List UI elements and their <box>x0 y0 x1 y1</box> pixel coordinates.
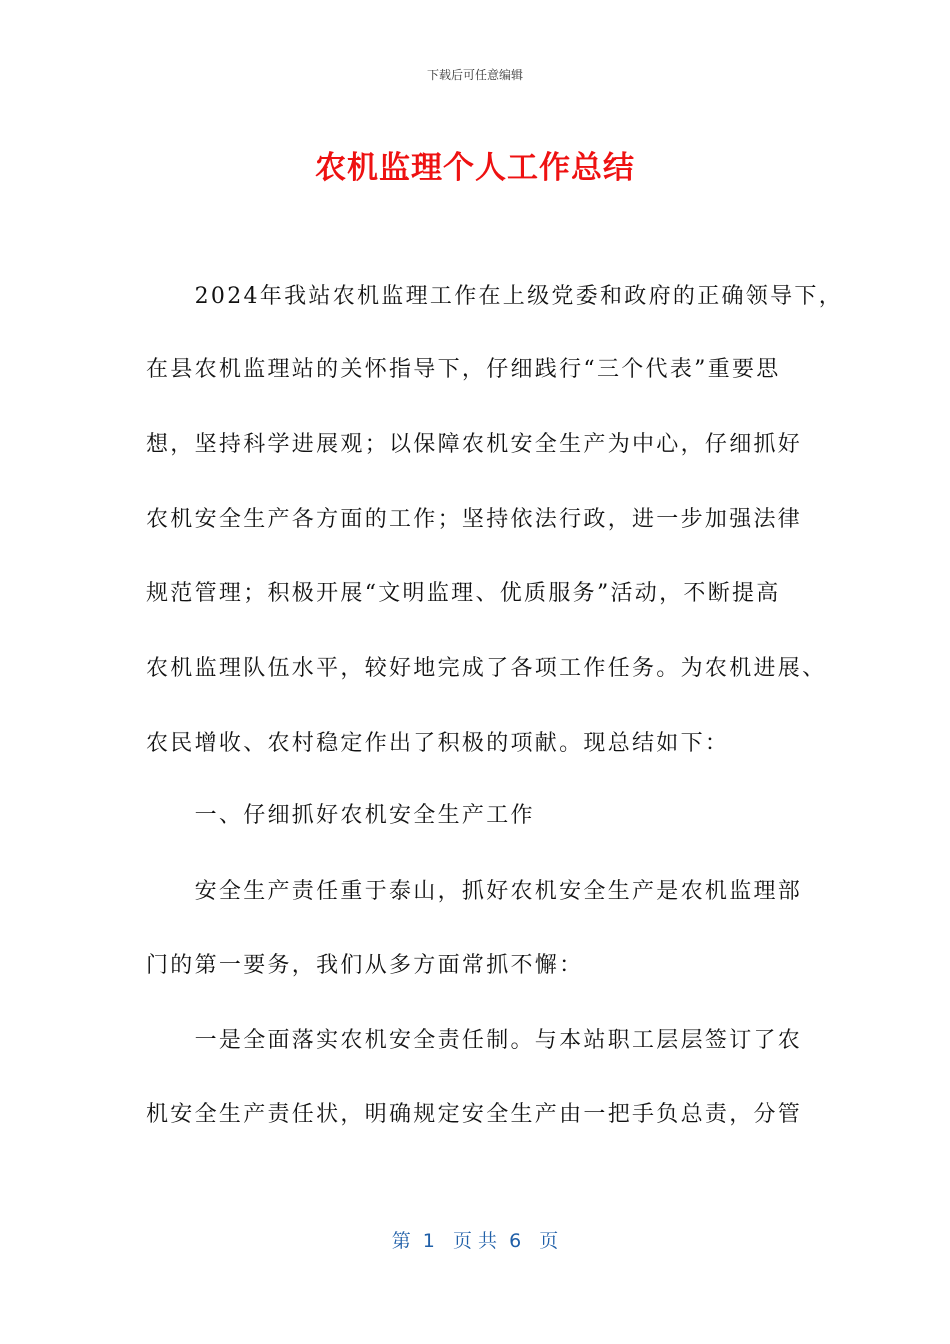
body-line: 农机监理队伍水平，较好地完成了各项工作任务。为农机进展、 <box>146 656 827 681</box>
page-number-footer: 第 1 页 共 6 页 <box>391 1230 559 1252</box>
section-heading: 一、仔细抓好农机安全生产工作 <box>146 803 535 828</box>
body-line: 想，坚持科学进展观；以保障农机安全生产为中心，仔细抓好 <box>146 432 803 457</box>
page-header-note: 下载后可任意编辑 <box>426 68 523 82</box>
body-line: 门的第一要务，我们从多方面常抓不懈： <box>146 953 584 978</box>
body-line: 安全生产责任重于泰山，抓好农机安全生产是农机监理部 <box>146 879 803 904</box>
body-line: 2024年我站农机监理工作在上级党委和政府的正确领导下， <box>146 284 843 309</box>
body-line: 一是全面落实农机安全责任制。与本站职工层层签订了农 <box>146 1028 803 1053</box>
body-line: 在县农机监理站的关怀指导下，仔细践行“三个代表”重要思 <box>146 357 781 382</box>
document-title: 农机监理个人工作总结 <box>315 150 635 186</box>
body-line: 机安全生产责任状，明确规定安全生产由一把手负总责，分管 <box>146 1102 803 1127</box>
body-line: 农机安全生产各方面的工作；坚持依法行政，进一步加强法律 <box>146 507 803 532</box>
body-line: 规范管理；积极开展“文明监理、优质服务”活动，不断提高 <box>146 581 781 606</box>
body-line: 农民增收、农村稳定作出了积极的项献。现总结如下： <box>146 731 730 756</box>
